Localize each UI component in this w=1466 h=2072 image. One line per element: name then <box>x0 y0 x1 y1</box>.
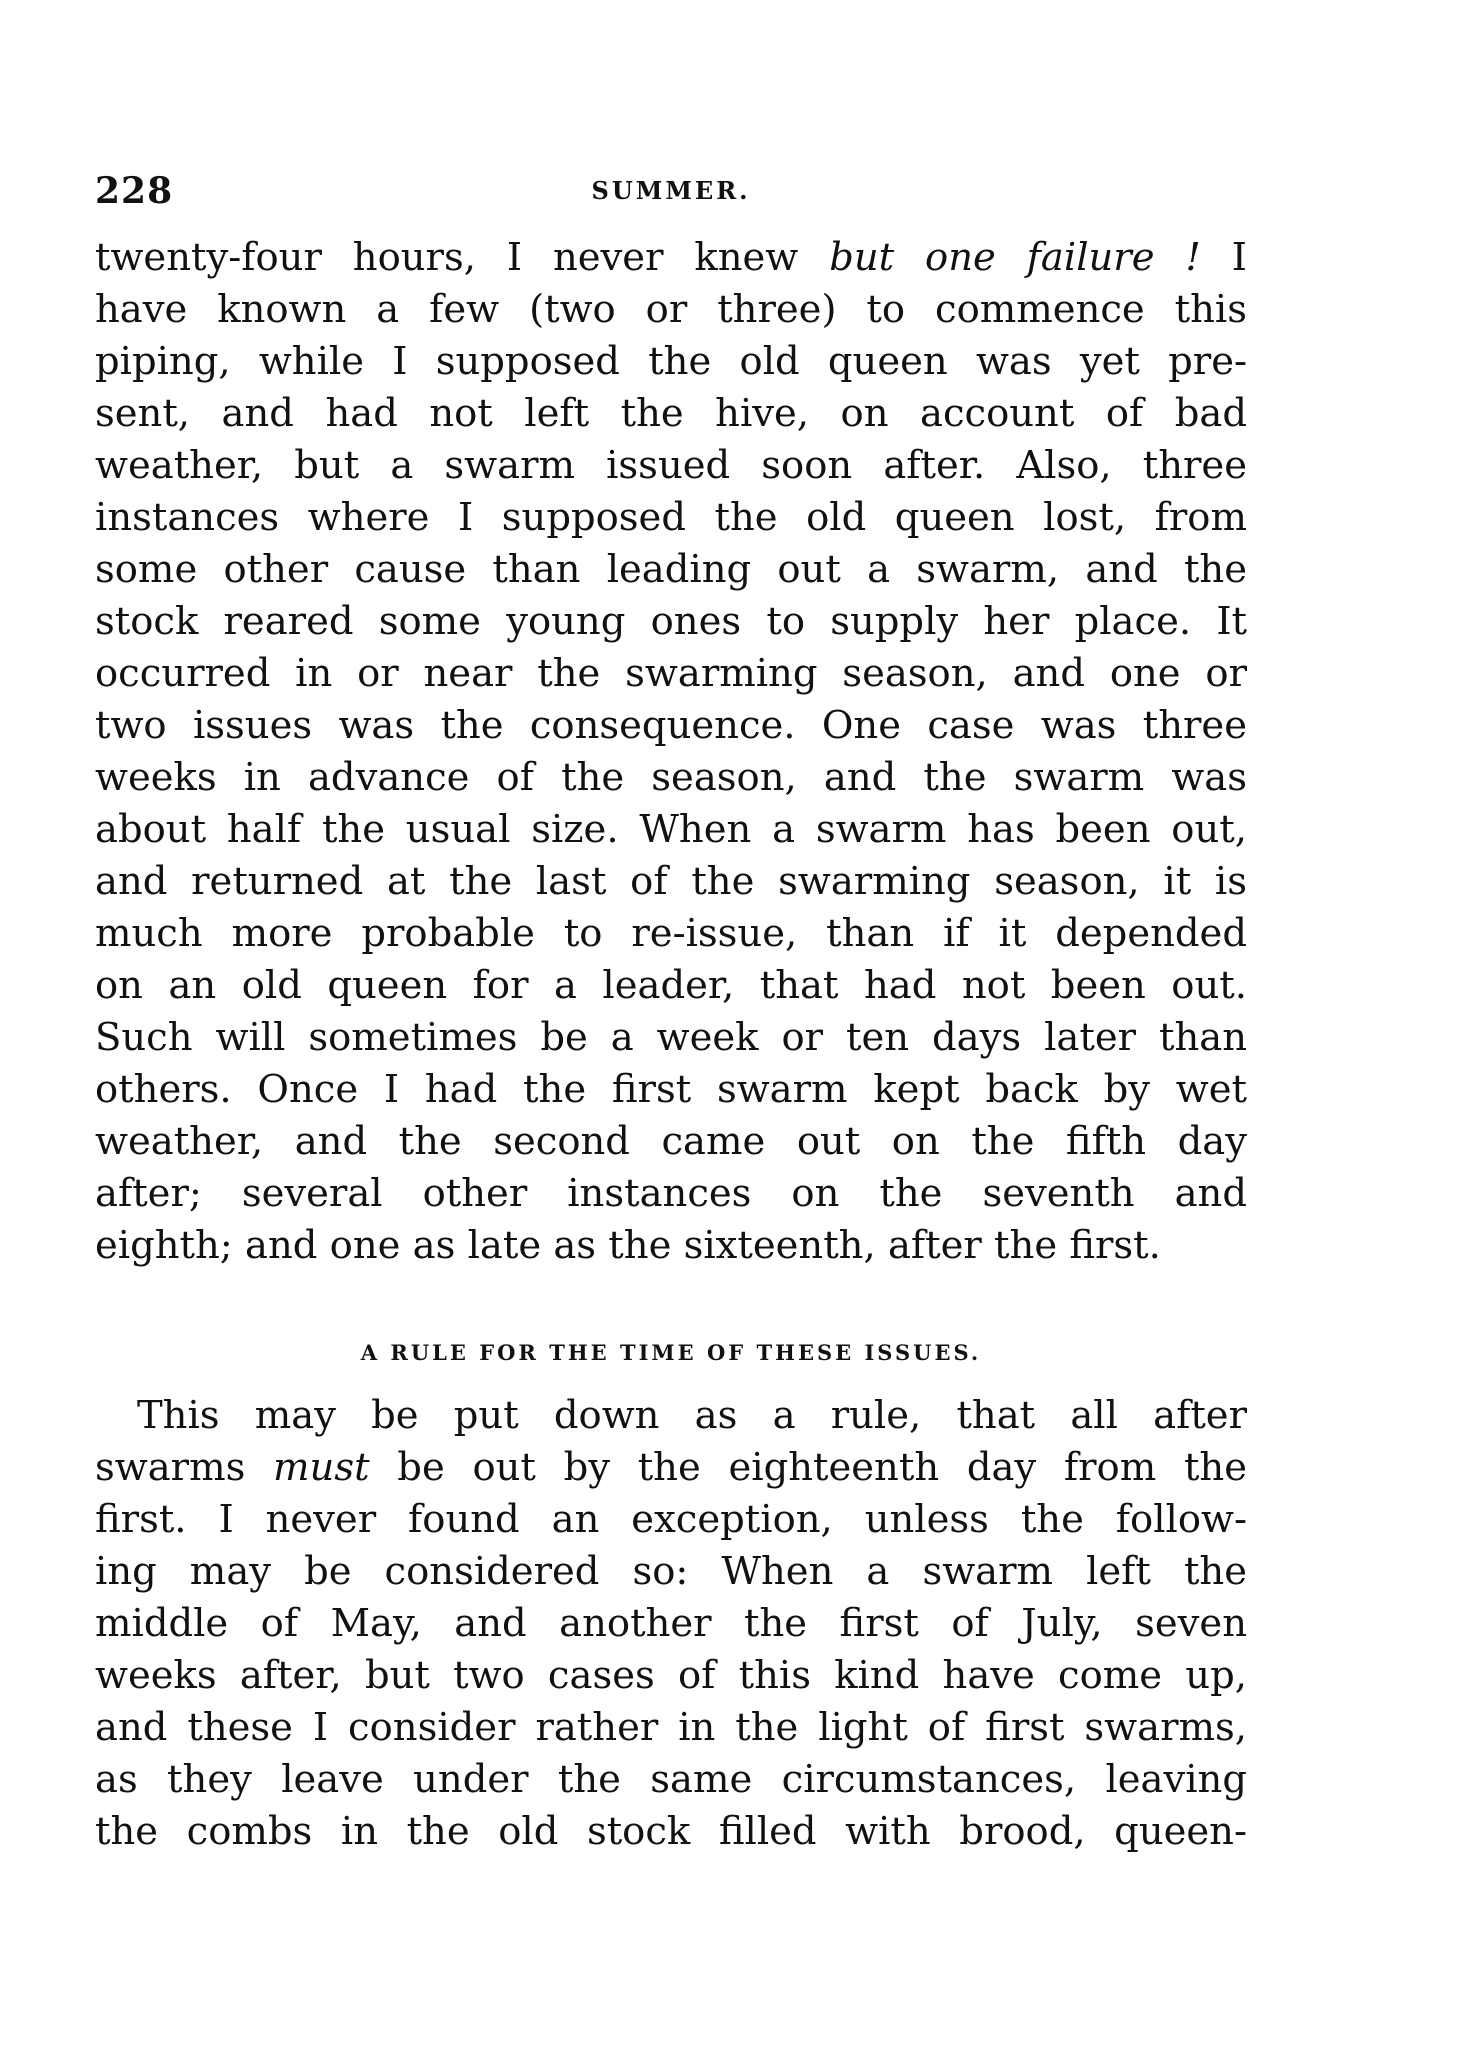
text-run: weather, and the second came out on the fifth day <box>95 1119 1247 1164</box>
text-run: middle of May, and another the first of July, seven <box>95 1601 1247 1646</box>
text-run: Such will sometimes be a week or ten days later than <box>95 1015 1247 1060</box>
text-line <box>95 648 1247 700</box>
text-run: eighth; and one as late as the sixteenth, after the first. <box>95 1223 1161 1268</box>
text-run: This may be put down as a rule, that all after <box>137 1393 1247 1438</box>
text-line <box>95 1064 1247 1116</box>
text-run: be out by the eighteenth day from the <box>369 1445 1247 1490</box>
text-line <box>95 596 1247 648</box>
text-line <box>95 1012 1247 1064</box>
text-run: after; several other instances on the seventh and <box>95 1171 1247 1216</box>
text-line <box>95 960 1247 1012</box>
text-run: twenty-four hours, I never knew <box>95 235 830 280</box>
text-run: occurred in or near the swarming season, and one or <box>95 651 1247 696</box>
page-header <box>95 170 1247 230</box>
text-run: piping, while I supposed the old queen was yet pre- <box>95 339 1247 384</box>
text-line <box>95 336 1247 388</box>
text-line <box>95 232 1247 284</box>
text-line <box>95 1702 1247 1754</box>
text-line <box>95 1494 1247 1546</box>
running-head: SUMMER. <box>591 176 751 205</box>
text-line <box>95 284 1247 336</box>
text-line <box>95 1116 1247 1168</box>
text-line <box>95 856 1247 908</box>
text-line <box>95 1806 1247 1858</box>
text-line <box>95 492 1247 544</box>
text-run: and returned at the last of the swarming season, it is <box>95 859 1247 904</box>
text-line <box>95 1390 1247 1442</box>
text-run: sent, and had not left the hive, on account of bad <box>95 391 1247 436</box>
text-run: some other cause than leading out a swarm, and the <box>95 547 1247 592</box>
paragraph-2 <box>95 1390 1247 1858</box>
text-line <box>95 908 1247 960</box>
text-run: swarms <box>95 1445 274 1490</box>
text-line <box>95 1650 1247 1702</box>
text-run: others. Once I had the first swarm kept back by wet <box>95 1067 1247 1112</box>
text-line <box>95 700 1247 752</box>
text-run: as they leave under the same circumstances, leaving <box>95 1757 1247 1802</box>
page-number: 228 <box>95 170 174 212</box>
text-run: and these I consider rather in the light of first swarms, <box>95 1705 1247 1750</box>
text-run: about half the usual size. When a swarm has been out, <box>95 807 1247 852</box>
italic-text-run: but one failure ! <box>829 235 1201 280</box>
text-line <box>95 752 1247 804</box>
text-line <box>95 388 1247 440</box>
text-run: I <box>1200 235 1247 280</box>
text-line <box>95 804 1247 856</box>
text-line <box>95 1168 1247 1220</box>
text-run: first. I never found an exception, unless the follow- <box>95 1497 1247 1542</box>
text-run: have known a few (two or three) to commence this <box>95 287 1247 332</box>
text-line <box>95 1546 1247 1598</box>
text-run: on an old queen for a leader, that had not been out. <box>95 963 1247 1008</box>
text-line <box>95 1754 1247 1806</box>
text-line <box>95 544 1247 596</box>
text-line <box>95 1220 1247 1272</box>
text-line <box>95 440 1247 492</box>
text-run: much more probable to re-issue, than if it depended <box>95 911 1247 956</box>
text-line <box>95 1442 1247 1494</box>
italic-text-run: must <box>273 1445 370 1490</box>
text-run: weather, but a swarm issued soon after. Also, three <box>95 443 1247 488</box>
text-line <box>95 1598 1247 1650</box>
paragraph-1 <box>95 232 1247 1272</box>
text-run: stock reared some young ones to supply her place. It <box>95 599 1247 644</box>
text-run: ing may be considered so: When a swarm left the <box>95 1549 1247 1594</box>
text-run: weeks in advance of the season, and the swarm was <box>95 755 1247 800</box>
text-run: the combs in the old stock filled with brood, queen- <box>95 1809 1247 1854</box>
text-run: weeks after, but two cases of this kind have come up, <box>95 1653 1247 1698</box>
text-run: instances where I supposed the old queen lost, from <box>95 495 1247 540</box>
section-heading: A RULE FOR THE TIME OF THESE ISSUES. <box>360 1340 982 1365</box>
text-run: two issues was the consequence. One case was three <box>95 703 1247 748</box>
